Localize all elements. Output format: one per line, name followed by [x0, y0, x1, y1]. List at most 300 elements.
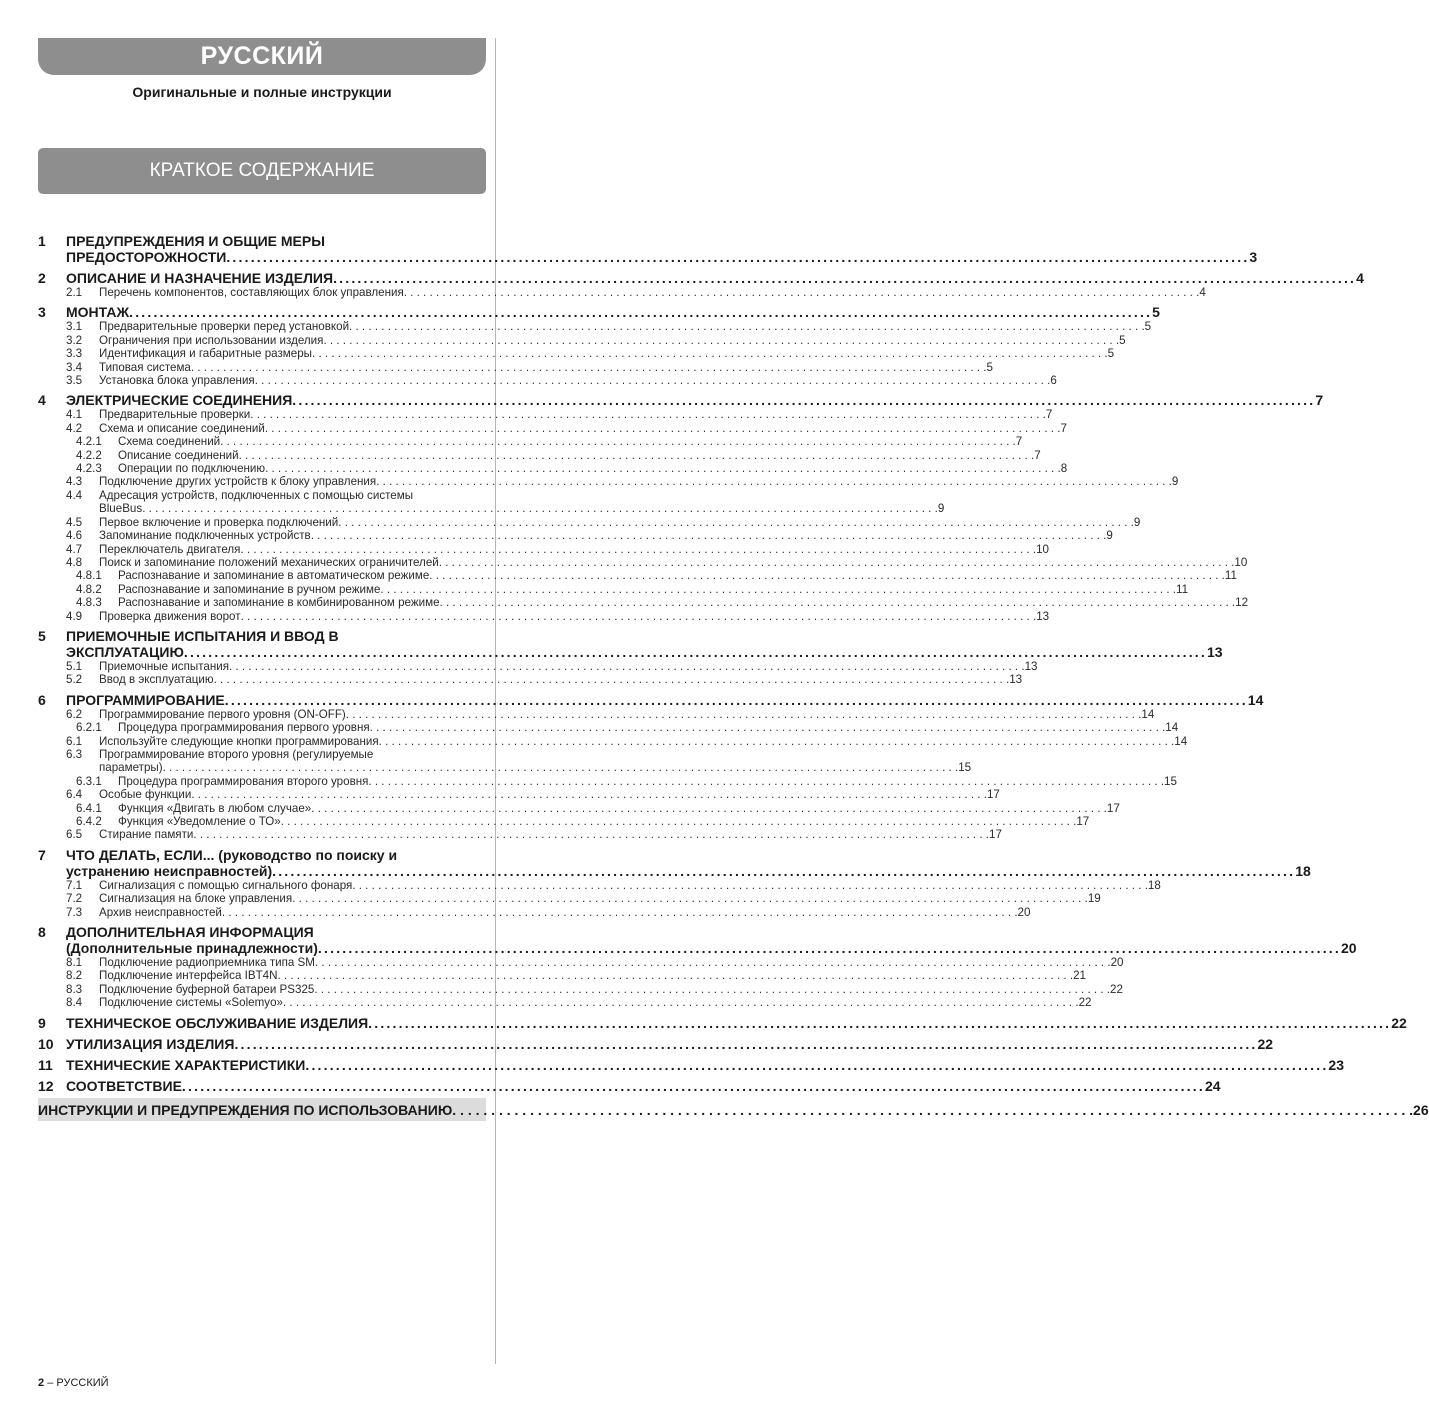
dot-leader	[234, 1036, 1257, 1052]
toc-page-number: 15	[958, 761, 972, 775]
toc-subsection[interactable]	[66, 448, 1041, 462]
toc-subsection-title	[99, 659, 1038, 673]
toc-section-heading[interactable]	[38, 233, 1258, 265]
toc-subsection[interactable]	[66, 596, 1249, 610]
toc-subsection-title	[99, 892, 1101, 906]
toc-title-text: Подключение интерфейса IBT4N	[99, 969, 278, 983]
toc-page-number: 9	[1106, 529, 1113, 543]
toc-section	[38, 233, 1258, 265]
toc-title-line	[66, 1057, 1344, 1073]
toc-subsection-title	[99, 609, 1050, 623]
toc-section-number: 10	[38, 1035, 54, 1052]
toc-subsection[interactable]	[66, 982, 1123, 996]
toc-page-number: 18	[1147, 878, 1161, 892]
toc-title-text: ПРЕДУПРЕЖДЕНИЯ И ОБЩИЕ МЕРЫ	[66, 233, 325, 249]
toc-section-title	[66, 1036, 1273, 1052]
toc-title-line	[99, 421, 1067, 435]
toc-subsection[interactable]	[66, 659, 1038, 673]
toc-section	[38, 1014, 1407, 1031]
toc-title-line	[99, 515, 1141, 529]
dot-leader	[226, 249, 1249, 265]
toc-section-title	[66, 692, 1263, 708]
toc-subsection[interactable]	[66, 801, 1120, 815]
toc-subsection-title	[99, 421, 1067, 435]
toc-section-title	[66, 233, 1257, 265]
dot-leader	[376, 475, 1172, 488]
toc-title-line	[99, 734, 1188, 748]
toc-subsection-number: 4.8.1	[76, 569, 102, 583]
toc-subsection-title	[99, 374, 1057, 388]
toc-title-text: Сигнализация с помощью сигнального фонаря	[99, 878, 353, 892]
toc-title-line	[118, 448, 1041, 462]
toc-title-text: Подключение системы «Solemyo»	[99, 996, 283, 1010]
toc-title-text: Типовая система	[99, 360, 191, 374]
dot-leader	[214, 673, 1010, 686]
toc-title-text: Особые функции	[99, 788, 192, 802]
toc-title-line	[118, 815, 1090, 828]
dot-leader	[440, 596, 1236, 609]
toc-page-number: 20	[1110, 956, 1124, 970]
toc-page-number: 22	[1257, 1035, 1274, 1052]
toc-title-text: Приемочные испытания	[99, 659, 229, 673]
toc-page-number: 13	[1024, 659, 1038, 673]
toc-title-line	[99, 489, 486, 502]
toc-subsection[interactable]	[66, 421, 1067, 435]
toc-title-text: BlueBus	[99, 502, 143, 516]
toc-section-title	[66, 847, 1311, 879]
toc-title-line	[66, 628, 1223, 644]
toc-subsection-title	[99, 360, 993, 374]
toc-subsection-title	[118, 462, 1068, 476]
toc-subsection-title	[118, 435, 1023, 449]
toc-title-text: ТЕХНИЧЕСКОЕ ОБСЛУЖИВАНИЕ ИЗДЕЛИЯ	[66, 1014, 369, 1031]
toc-subsection-title	[99, 673, 1023, 687]
toc-page-number: 14	[1165, 721, 1179, 735]
toc-subsection[interactable]	[66, 905, 1031, 919]
toc-page-number: 17	[986, 788, 1000, 802]
toc-title-line	[99, 286, 1206, 299]
toc-subsection-title	[99, 982, 1123, 996]
toc-subsection-number: 6.5	[66, 828, 83, 842]
dot-leader	[315, 956, 1111, 969]
toc-title-line	[118, 596, 1249, 610]
toc-title-text: Процедура программирования первого уровня	[118, 721, 370, 735]
toc-title-line	[66, 863, 1311, 879]
toc-subsection[interactable]	[66, 408, 1053, 422]
toc-subsection-number: 4.7	[66, 542, 83, 556]
toc-section-title	[66, 392, 1323, 408]
dot-leader	[349, 320, 1145, 333]
toc-title-line	[99, 828, 1002, 842]
dot-leader	[255, 374, 1051, 387]
toc-section	[38, 270, 1364, 299]
toc-page-number: 17	[1106, 801, 1120, 815]
toc-title-line	[99, 360, 993, 374]
toc-title-line	[99, 374, 1057, 388]
toc-title-line	[99, 788, 1000, 802]
toc-title-line	[99, 905, 1031, 919]
dot-leader	[182, 1078, 1205, 1094]
toc-subsection[interactable]	[66, 569, 1237, 583]
toc-page-number: 8	[1060, 462, 1068, 476]
toc-subsection-number: 6.3.1	[76, 774, 102, 788]
toc-page-number: 5	[1144, 320, 1152, 334]
toc-subsection-number: 4.9	[66, 609, 83, 623]
toc-title-line	[66, 249, 1257, 265]
toc-page-number: 20	[1340, 940, 1357, 957]
toc-title-text: ПРОГРАММИРОВАНИЕ	[66, 691, 225, 708]
toc-section	[38, 1056, 1344, 1073]
toc-title-line	[99, 659, 1038, 673]
toc-title-line	[99, 408, 1053, 422]
toc-subsection[interactable]	[66, 435, 1023, 449]
toc-subsection-number: 4.6	[66, 529, 83, 543]
toc-section-heading[interactable]	[38, 270, 1364, 286]
toc-title-text: Предварительные проверки	[99, 408, 251, 422]
toc-subsection-number: 3.3	[66, 347, 83, 361]
toc-title-text: Распознавание и запоминание в комбинированном режиме	[118, 596, 440, 610]
toc-final-label: ИНСТРУКЦИИ И ПРЕДУПРЕЖДЕНИЯ ПО ИСПОЛЬЗОВАНИЮ	[38, 1101, 453, 1118]
toc-subsection-number: 4.2	[66, 421, 83, 435]
toc-subsection[interactable]	[66, 286, 1206, 299]
toc-title-line	[99, 502, 945, 516]
dot-leader	[283, 996, 1079, 1009]
toc-title-line	[99, 529, 1113, 543]
toc-subsection-list	[38, 659, 1038, 687]
toc-subsection[interactable]	[66, 707, 1155, 721]
toc-subsection-number: 6.2	[66, 707, 83, 721]
toc-title-text: ОПИСАНИЕ И НАЗНАЧЕНИЕ ИЗДЕЛИЯ	[66, 270, 334, 286]
toc-page-number: 13	[1009, 673, 1023, 687]
toc-title-line	[99, 609, 1050, 623]
toc-subsection[interactable]	[66, 582, 1189, 596]
toc-title-text: Программирование второго уровня (регулируемые	[99, 747, 374, 761]
toc-title-text: Архив неисправностей	[99, 905, 222, 919]
toc-subsection[interactable]	[66, 747, 972, 775]
toc-page-number: 7	[1045, 408, 1053, 422]
dot-leader	[370, 721, 1166, 734]
dot-leader	[129, 304, 1152, 320]
toc-subsection-title	[118, 801, 1120, 815]
toc-title-text: Процедура программирования второго уровня	[118, 774, 369, 788]
toc-title-line	[99, 673, 1023, 687]
toc-subsection-title	[99, 707, 1155, 721]
toc-subsection[interactable]	[66, 488, 945, 516]
toc-subsection-title	[99, 747, 972, 775]
toc-section-heading[interactable]	[38, 304, 1160, 321]
toc-subsection-number: 7.3	[66, 905, 83, 919]
toc-section-number: 3	[38, 304, 46, 321]
toc-title-line	[99, 320, 1152, 334]
toc-subsection-title	[99, 788, 1000, 802]
toc-title-line	[99, 707, 1155, 721]
toc-section-title	[66, 628, 1223, 660]
toc-subsection-number: 3.2	[66, 333, 83, 347]
toc-subsection[interactable]	[66, 529, 1113, 543]
dot-leader	[380, 583, 1176, 596]
toc-subsection-number: 6.4	[66, 788, 83, 802]
toc-subsection-number: 4.2.3	[76, 462, 102, 476]
toc-subsection-title	[99, 488, 945, 516]
toc-section-heading[interactable]	[38, 392, 1324, 409]
toc-title-line	[99, 761, 972, 775]
toc-subsection-title	[99, 347, 1115, 361]
toc-section-number: 9	[38, 1014, 46, 1031]
toc-subsection[interactable]	[66, 721, 1179, 735]
toc-title-text: Сигнализация на блоке управления	[99, 892, 293, 906]
toc-subsection-number: 4.1	[66, 408, 83, 422]
toc-subsection-title	[118, 774, 1177, 788]
toc-subsection-number: 3.1	[66, 320, 83, 334]
toc-subsection-title	[99, 542, 1049, 556]
dot-leader	[311, 529, 1107, 542]
toc-subsection[interactable]	[66, 878, 1161, 892]
toc-title-text: (Дополнительные принадлежности)	[66, 940, 318, 957]
toc-subsection[interactable]	[66, 969, 1087, 983]
footer-page-number: 2	[38, 1377, 45, 1389]
footer-separator: –	[47, 1377, 54, 1389]
toc-title-line	[99, 748, 486, 761]
toc-title-line	[118, 801, 1120, 815]
toc-title-text: Подключение буферной батареи PS325	[99, 982, 315, 996]
dot-leader	[368, 775, 1164, 788]
toc-title-text: Функция «Уведомление о ТО»	[118, 815, 281, 828]
toc-title-line	[66, 270, 1364, 286]
toc-page-number: 14	[1141, 707, 1155, 721]
toc-subsection-number: 8.3	[66, 982, 83, 996]
toc-section	[38, 627, 1223, 687]
toc-page-number: 7	[1060, 421, 1067, 435]
toc-section-title	[66, 924, 1357, 956]
toc-section-heading[interactable]	[38, 924, 1357, 957]
toc-title-text: Установка блока управления	[99, 374, 255, 388]
toc-subsection[interactable]	[66, 462, 1068, 476]
toc-title-text: Подключение радиоприемника типа SM	[99, 956, 315, 970]
toc-section-heading[interactable]	[38, 846, 1311, 879]
toc-title-line	[99, 475, 1179, 489]
toc-final-entry[interactable]	[38, 1098, 1429, 1121]
toc-title-text: Идентификация и габаритные размеры	[99, 347, 313, 361]
toc-subsection[interactable]	[66, 788, 1000, 802]
toc-subsection-title	[99, 996, 1092, 1010]
toc-page-number: 6	[1050, 374, 1057, 388]
toc-subsection[interactable]	[66, 347, 1115, 361]
toc-title-line	[66, 304, 1160, 320]
toc-title-text: параметры)	[99, 761, 163, 775]
toc-page-number: 10	[1036, 542, 1049, 556]
toc-subsection-number: 6.4.2	[76, 815, 102, 828]
toc-title-text: УТИЛИЗАЦИЯ ИЗДЕЛИЯ	[66, 1035, 235, 1052]
toc-title-text: Распознавание и запоминание в автоматическом режиме	[118, 569, 430, 583]
dot-leader	[314, 983, 1110, 996]
toc-title-line	[118, 721, 1179, 735]
toc-subsection-title	[99, 408, 1053, 422]
toc-subsection-number: 8.1	[66, 956, 83, 970]
toc-section	[38, 846, 1311, 919]
toc-subsection-title	[99, 333, 1126, 347]
toc-section-title	[66, 1015, 1407, 1031]
toc-subsection-title	[99, 555, 1248, 569]
footer-language: РУССКИЙ	[56, 1377, 109, 1389]
toc-subsection[interactable]	[66, 374, 1057, 388]
dot-leader	[184, 644, 1207, 660]
toc-section-heading[interactable]	[38, 1014, 1407, 1031]
toc-subsection-title	[99, 286, 1206, 299]
toc-section-heading[interactable]	[38, 1077, 1221, 1094]
dot-leader	[346, 708, 1142, 721]
toc-title-line	[66, 644, 1223, 660]
toc-section-title	[66, 1078, 1221, 1094]
toc-page-number: 18	[1295, 862, 1311, 879]
toc-page-number: 13	[1206, 643, 1223, 660]
toc-title-line	[66, 392, 1323, 408]
toc-subsection[interactable]	[66, 609, 1050, 623]
dot-leader	[429, 569, 1225, 582]
toc-page-number: 17	[1076, 815, 1090, 828]
toc-subsection[interactable]	[66, 360, 993, 374]
toc-title-text: ПРИЕМОЧНЫЕ ИСПЫТАНИЯ И ВВОД В	[66, 627, 339, 644]
toc-section	[38, 392, 1324, 623]
toc-title-line	[66, 1078, 1221, 1094]
toc-section-number: 6	[38, 691, 46, 708]
dot-leader	[292, 392, 1315, 408]
toc-page-number: 22	[1391, 1014, 1407, 1031]
toc-subsection-number: 4.3	[66, 475, 83, 489]
toc-subsection[interactable]	[66, 774, 1177, 788]
toc-page-number: 10	[1234, 555, 1248, 569]
toc-title-text: Описание соединений	[118, 448, 239, 462]
toc-subsection[interactable]	[66, 734, 1188, 748]
toc-subsection-title	[118, 596, 1249, 610]
toc-subsection[interactable]	[66, 542, 1049, 556]
toc-title-text: ТЕХНИЧЕСКИЕ ХАРАКТЕРИСТИКИ	[66, 1056, 306, 1073]
toc-title-line	[118, 582, 1189, 596]
toc-subsection[interactable]	[66, 555, 1248, 569]
toc-subsection-number: 6.3	[66, 747, 83, 761]
dot-leader	[191, 788, 987, 801]
dot-leader	[272, 863, 1295, 879]
toc-title-text: устранению неисправностей)	[66, 862, 273, 879]
toc-section	[38, 1035, 1274, 1052]
toc-page-number: 5	[986, 360, 993, 374]
toc-subsection[interactable]	[66, 956, 1124, 970]
toc-page-number: 22	[1078, 996, 1092, 1010]
dot-leader	[142, 502, 938, 515]
toc-subsection[interactable]	[66, 333, 1126, 347]
toc-section-number: 11	[38, 1056, 53, 1073]
dot-leader	[333, 270, 1356, 286]
toc-subsection-list	[38, 286, 1206, 299]
toc-title-line	[99, 878, 1161, 892]
toc-subsection[interactable]	[66, 996, 1092, 1010]
toc-title-line	[118, 435, 1023, 449]
toc-title-text: СООТВЕТСТВИЕ	[66, 1077, 182, 1094]
toc-subsection-number: 4.4	[66, 488, 83, 502]
dot-leader	[229, 660, 1025, 673]
toc-subsection-title	[118, 569, 1237, 583]
toc-title-text: Проверка движения ворот	[99, 609, 241, 623]
document-subtitle: Оригинальные и полные инструкции	[132, 84, 392, 100]
page-footer	[38, 1377, 109, 1389]
dot-leader	[338, 516, 1134, 529]
toc-subsection[interactable]	[66, 475, 1179, 489]
toc-subsection[interactable]	[66, 828, 1002, 842]
toc-page-number: 24	[1204, 1077, 1221, 1094]
toc-section-number: 7	[38, 846, 46, 863]
toc-subsection-number: 2.1	[66, 286, 83, 299]
dot-leader	[281, 815, 1077, 828]
toc-subsection-title	[99, 515, 1141, 529]
toc-page-number: 15	[1164, 774, 1177, 788]
toc-page-number: 5	[1152, 304, 1160, 321]
toc-page-number: 7	[1015, 435, 1023, 449]
toc-title-text: Программирование первого уровня (ON-OFF)	[99, 707, 346, 721]
table-of-contents	[38, 233, 1407, 1099]
toc-section-heading[interactable]	[38, 1056, 1344, 1073]
toc-title-line	[66, 233, 1257, 249]
toc-page-number: 23	[1328, 1056, 1344, 1073]
toc-title-text: Операции по подключению	[118, 462, 266, 476]
dot-leader	[452, 1102, 1413, 1118]
toc-title-text: Поиск и запоминание положений механических ограничителей	[99, 555, 439, 569]
dot-leader	[379, 735, 1175, 748]
dot-leader	[193, 828, 989, 841]
toc-subsection-list	[38, 408, 1249, 623]
toc-section-heading[interactable]	[38, 691, 1264, 708]
toc-title-text: ЭКСПЛУАТАЦИЮ	[66, 643, 184, 660]
toc-page-number: 4	[1199, 286, 1206, 299]
toc-title-line	[99, 969, 1087, 983]
toc-section-heading[interactable]	[38, 627, 1223, 660]
dot-leader	[240, 543, 1036, 556]
dot-leader	[191, 361, 987, 374]
toc-subsection-list	[38, 707, 1188, 842]
toc-section-heading[interactable]	[38, 1035, 1274, 1052]
toc-section	[38, 924, 1357, 1010]
toc-subsection-number: 7.1	[66, 878, 83, 892]
toc-title-text: ЧТО ДЕЛАТЬ, ЕСЛИ... (руководство по поиску и	[66, 846, 398, 863]
toc-title-text: Функция «Двигать в любом случае»	[118, 801, 312, 815]
toc-subsection[interactable]	[66, 673, 1023, 687]
toc-subsection[interactable]	[66, 515, 1141, 529]
toc-page-number: 19	[1087, 892, 1101, 906]
toc-subsection[interactable]	[66, 892, 1101, 906]
toc-subsection[interactable]	[66, 815, 1090, 828]
language-banner: РУССКИЙ	[38, 38, 486, 75]
toc-title-line	[66, 940, 1357, 956]
toc-subsection-number: 5.2	[66, 673, 83, 687]
toc-title-text: Распознавание и запоминание в ручном режиме	[118, 582, 381, 596]
toc-title-line	[99, 892, 1101, 906]
toc-title-line	[66, 924, 1357, 940]
toc-section-number: 8	[38, 924, 46, 941]
toc-title-line	[66, 1015, 1407, 1031]
toc-subsection-number: 6.4.1	[76, 801, 102, 815]
toc-page-number: 12	[1235, 596, 1249, 610]
toc-title-line	[118, 569, 1237, 583]
toc-title-text: Схема соединений	[118, 435, 221, 449]
dot-leader	[311, 802, 1107, 815]
toc-subsection-title	[118, 815, 1090, 828]
toc-title-text: ЭЛЕКТРИЧЕСКИЕ СОЕДИНЕНИЯ	[66, 392, 293, 409]
toc-subsection-number: 4.2.2	[76, 448, 102, 462]
toc-section	[38, 1077, 1221, 1094]
toc-subsection[interactable]	[66, 320, 1152, 334]
toc-title-line	[99, 347, 1115, 361]
toc-title-line	[99, 996, 1092, 1010]
toc-title-text: Ограничения при использовании изделия	[99, 333, 324, 347]
toc-page-number: 5	[1119, 333, 1126, 347]
